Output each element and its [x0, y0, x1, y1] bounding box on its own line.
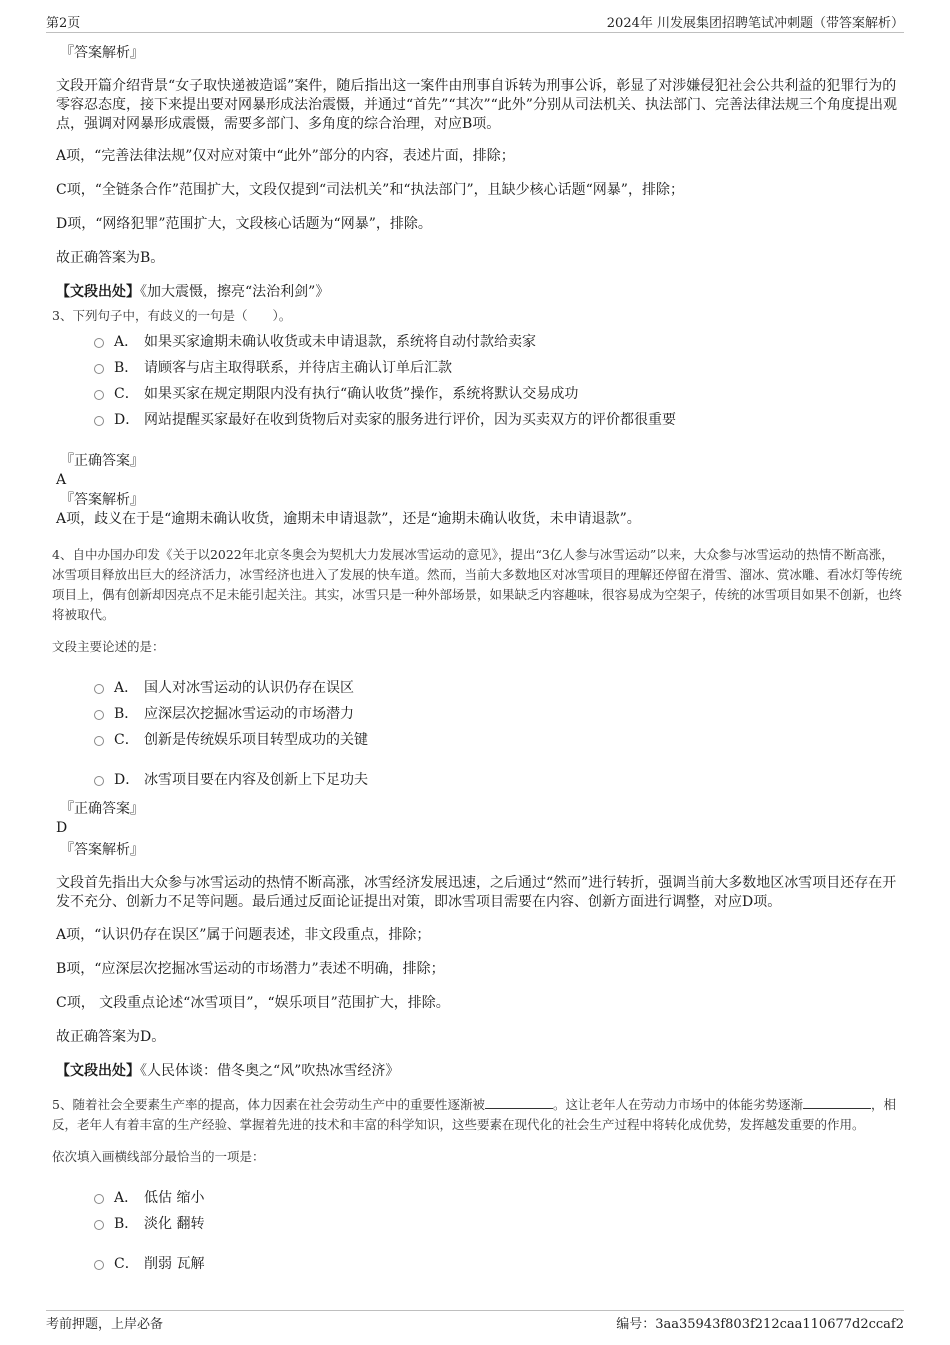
option-text: 冰雪项目要在内容及创新上下足功夫: [144, 772, 368, 788]
radio-icon[interactable]: [94, 710, 104, 720]
stem-part-1: 5、随着社会全要素生产率的提高，体力因素在社会劳动生产中的重要性逐渐被: [52, 1097, 485, 1112]
question-4-stem: 4、自中办国办印发《关于以2022年北京冬奥会为契机大力发展冰雪运动的意见》，提出“3亿人参与冰雪运动”以来，大众参与冰雪运动的热情不断高涨，冰雪项目释放出巨大的经济活力，冰雪经济也进入了发展的快车道。然而，当前大多数地区对冰雪项目的理解还停留在滑雪、溜冰、赏冰雕、看冰灯等传统项目上，偶有创新却因亮点不足未能引起关注。其实，冰雪只是一种外部场景，如果缺乏内容趣味，很容易成为空架子，传统的冰雪项目如果不创新，也终将被取代。: [52, 547, 903, 622]
option-label: A．: [114, 1190, 139, 1206]
radio-icon[interactable]: [94, 364, 104, 374]
analysis-text: 文段首先指出大众参与冰雪运动的热情不断高涨，冰雪经济发展迅速，之后通过“然而”进行转折，强调当前大多数地区冰雪项目还存在开发不充分、创新力不足等问题。最后通过反面论证提出对策，即冰雪项目需要在内容、创新方面进行调整，对应D项。: [56, 875, 897, 910]
radio-icon[interactable]: [94, 390, 104, 400]
conclusion: 故正确答案为D。: [56, 1029, 166, 1045]
radio-icon[interactable]: [94, 736, 104, 746]
analysis-option-d: D项，“网络犯罪”范围扩大，文段核心话题为“网暴”，排除。: [56, 216, 432, 232]
option-row[interactable]: [94, 328, 902, 354]
option-label: C．: [114, 386, 139, 402]
radio-icon[interactable]: [94, 776, 104, 786]
option-text: 淡化 翻转: [144, 1216, 205, 1232]
fill-blank-2: [803, 1096, 871, 1109]
option-text: 如果买家逾期未确认收货或未申请退款，系统将自动付款给卖家: [144, 334, 536, 350]
option-row[interactable]: [94, 354, 902, 380]
question-4-options: [56, 674, 902, 792]
source-line: [56, 1062, 902, 1081]
conclusion: 故正确答案为B。: [56, 250, 165, 266]
option-text: 应深层次挖掘冰雪运动的市场潜力: [144, 706, 354, 722]
radio-icon[interactable]: [94, 1220, 104, 1230]
option-row[interactable]: [94, 1250, 902, 1276]
document-id: 编号：3aa35943f803f212caa110677d2ccaf2: [616, 1316, 904, 1332]
page-content: [52, 44, 903, 1276]
radio-icon[interactable]: [94, 416, 104, 426]
analysis-text: A项，歧义在于是“逾期未确认收货，逾期未申请退款”，还是“逾期未确认收货，未申请退款”。: [56, 511, 641, 527]
question-5-prompt: 依次填入画横线部分最恰当的一项是：: [52, 1149, 265, 1164]
radio-icon[interactable]: [94, 338, 104, 348]
analysis-text: 文段开篇介绍背景“女子取快递被造谣”案件，随后指出这一案件由刑事自诉转为刑事公诉，彰显了对涉嫌侵犯社会公共利益的犯罪行为的零容忍态度，接下来提出要对网暴形成法治震慑，并通过“首先”“其次”“此外”分别从司法机关、执法部门、完善法律法规三个角度提出观点，强调对网暴形成震慑，需要多部门、多角度的综合治理，对应B项。: [56, 78, 897, 132]
question-5-stem: [52, 1095, 902, 1135]
option-label: B．: [114, 706, 139, 722]
radio-icon[interactable]: [94, 1260, 104, 1270]
analysis-option-a: A项，“完善法律法规”仅对应对策中“此外”部分的内容，表述片面，排除；: [56, 148, 515, 164]
analysis-option-c: C项，“全链条合作”范围扩大，文段仅提到“司法机关”和“执法部门”，且缺少核心话题“网暴”，排除；: [56, 182, 684, 198]
option-text: 如果买家在规定期限内没有执行“确认收货”操作，系统将默认交易成功: [144, 386, 579, 402]
source-title: 《人民体谈：借冬奥之“风”吹热冰雪经济》: [140, 1063, 400, 1079]
stem-part-2: 。这让老年人在劳动力市场中的体能劣势逐渐: [552, 1097, 803, 1112]
source-label: 【文段出处】: [56, 1063, 140, 1079]
option-row[interactable]: [94, 1210, 902, 1236]
option-label: A．: [114, 334, 139, 350]
option-label: A．: [114, 680, 139, 696]
option-text: 创新是传统娱乐项目转型成功的关键: [144, 732, 368, 748]
source-label: 【文段出处】: [56, 284, 140, 300]
analysis-label: 『答案解析』: [60, 45, 144, 61]
answer-label: 『正确答案』: [60, 801, 144, 817]
page-header: [46, 10, 904, 33]
option-row[interactable]: [94, 766, 902, 792]
stem-part-3: ，相反，老年人有着丰富的生产经验、掌握着先进的技术和丰富的科学知识，这些要素在现代化的社会生产过程中将转化成优势，发挥越发重要的作用。: [52, 1097, 896, 1132]
analysis-label: 『答案解析』: [60, 842, 144, 858]
answer-label: 『正确答案』: [60, 453, 144, 469]
source-line: [56, 283, 902, 302]
analysis-option-b: B项，“应深层次挖掘冰雪运动的市场潜力”表述不明确，排除；: [56, 961, 445, 977]
page-number: 第2页: [46, 15, 81, 31]
option-row[interactable]: [94, 406, 902, 432]
radio-icon[interactable]: [94, 684, 104, 694]
answer-value: D: [56, 820, 68, 836]
fill-blank-1: [485, 1096, 553, 1109]
option-text: 削弱 瓦解: [144, 1256, 205, 1272]
option-label: C．: [114, 732, 139, 748]
option-row[interactable]: [94, 700, 902, 726]
option-label: B．: [114, 1216, 139, 1232]
question-4-prompt: 文段主要论述的是：: [52, 639, 165, 654]
source-title: 《加大震慑，擦亮“法治利剑”》: [140, 284, 330, 300]
radio-icon[interactable]: [94, 1194, 104, 1204]
option-text: 国人对冰雪运动的认识仍存在误区: [144, 680, 354, 696]
footer-slogan: 考前押题，上岸必备: [46, 1316, 164, 1332]
option-row[interactable]: [94, 674, 902, 700]
option-label: B．: [114, 360, 139, 376]
option-label: C．: [114, 1256, 139, 1272]
option-label: D．: [114, 772, 140, 788]
option-text: 请顾客与店主取得联系，并待店主确认订单后汇款: [144, 360, 452, 376]
analysis-label: 『答案解析』: [60, 492, 144, 508]
option-label: D．: [114, 412, 140, 428]
page-footer: [46, 1310, 904, 1333]
analysis-option-a: A项，“认识仍存在误区”属于问题表述，非文段重点，排除；: [56, 927, 431, 943]
answer-value: A: [56, 472, 67, 488]
analysis-option-c: C项， 文段重点论述“冰雪项目”，“娱乐项目”范围扩大，排除。: [56, 995, 450, 1011]
option-text: 网站提醒买家最好在收到货物后对卖家的服务进行评价，因为买卖双方的评价都很重要: [144, 412, 676, 428]
document-title: 2024年 川发展集团招聘笔试冲刺题（带答案解析）: [606, 15, 904, 31]
question-3-stem: 3、下列句子中，有歧义的一句是（ ）。: [52, 308, 292, 323]
option-text: 低估 缩小: [144, 1190, 205, 1206]
question-3-options: [56, 328, 902, 432]
option-row[interactable]: [94, 1184, 902, 1210]
option-row[interactable]: [94, 380, 902, 406]
option-row[interactable]: [94, 726, 902, 752]
question-5-options: [56, 1184, 902, 1276]
